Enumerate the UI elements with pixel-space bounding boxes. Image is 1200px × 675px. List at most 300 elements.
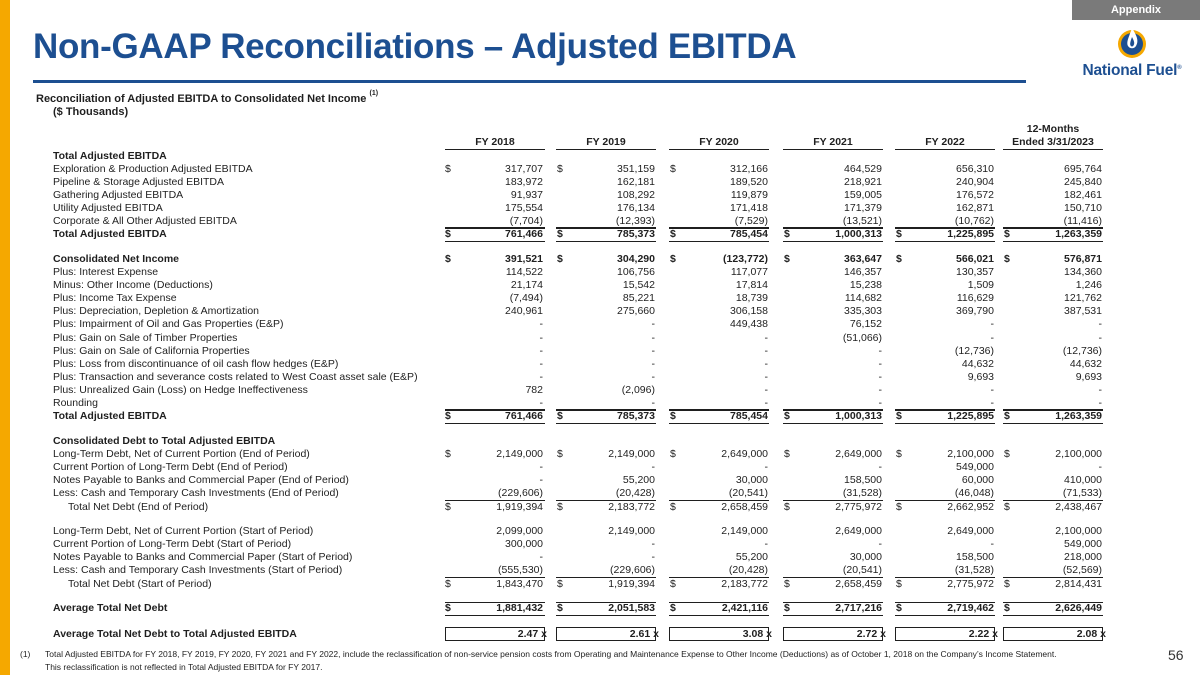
cell-value: 1,843,470 xyxy=(496,577,543,590)
cell-value: 2,149,000 xyxy=(608,525,655,538)
cell-value: 146,357 xyxy=(844,266,882,279)
total-underline xyxy=(556,423,656,424)
cell-value: - xyxy=(1098,461,1102,474)
cell-value: 275,660 xyxy=(617,305,655,318)
total-underline xyxy=(445,423,545,424)
cell-value: 2.61 x xyxy=(629,628,659,641)
ratio-box xyxy=(895,627,995,641)
table-row xyxy=(0,602,1200,615)
total-overline xyxy=(445,602,545,603)
table-row xyxy=(0,578,1200,591)
cell-value: - xyxy=(539,396,543,409)
cell-value: 2,658,459 xyxy=(835,577,882,590)
row-label: Plus: Depreciation, Depletion & Amortization xyxy=(53,305,260,318)
cell-value: (13,521) xyxy=(842,214,882,227)
cell-value: 2,649,000 xyxy=(721,448,768,461)
table-row xyxy=(0,305,1200,318)
table-row xyxy=(0,461,1200,474)
cell-value: - xyxy=(878,357,882,370)
cell-value: 130,357 xyxy=(956,266,994,279)
cell-value: 2,719,462 xyxy=(947,602,994,615)
cell-value: (10,762) xyxy=(954,214,994,227)
cell-value: 2,814,431 xyxy=(1055,577,1102,590)
subtitle-footnote-marker: (1) xyxy=(369,90,379,97)
total-overline xyxy=(783,409,883,410)
cell-value: - xyxy=(764,370,768,383)
cell-value: 1,919,394 xyxy=(608,577,655,590)
row-label: Exploration & Production Adjusted EBITDA xyxy=(53,162,253,175)
dollar-sign: $ xyxy=(1004,500,1010,513)
dollar-sign: $ xyxy=(670,227,676,240)
table-row xyxy=(0,525,1200,538)
table-row xyxy=(0,487,1200,500)
dollar-sign: $ xyxy=(445,227,451,240)
cell-value: 245,840 xyxy=(1064,175,1102,188)
cell-value: 76,152 xyxy=(849,318,882,331)
cell-value: - xyxy=(764,383,768,396)
cell-value: (7,704) xyxy=(509,214,543,227)
cell-value: (555,530) xyxy=(498,564,543,577)
cell-value: 2,051,583 xyxy=(608,602,655,615)
cell-value: - xyxy=(651,461,655,474)
total-underline xyxy=(1003,615,1103,616)
dollar-sign: $ xyxy=(445,500,451,513)
table-row xyxy=(0,474,1200,487)
table-row xyxy=(0,215,1200,228)
cell-value: - xyxy=(990,538,994,551)
cell-value: 317,707 xyxy=(505,162,543,175)
cell-value: - xyxy=(651,551,655,564)
cell-value: - xyxy=(990,331,994,344)
cell-value: - xyxy=(1098,396,1102,409)
table-row xyxy=(0,410,1200,423)
cell-value: 1,509 xyxy=(967,279,994,292)
cell-value: - xyxy=(764,357,768,370)
cell-value: 549,000 xyxy=(956,461,994,474)
cell-value: 2,649,000 xyxy=(835,448,882,461)
table-subtitle: Reconciliation of Adjusted EBITDA to Consolidated Net Income $^{(1)}$ xyxy=(36,90,379,105)
table-row xyxy=(0,628,1200,641)
cell-value: 576,871 xyxy=(1064,253,1102,266)
cell-value: 2.47 x xyxy=(517,628,547,641)
cell-value: 656,310 xyxy=(956,162,994,175)
cell-value: 785,454 xyxy=(730,409,768,422)
total-overline xyxy=(556,227,656,228)
dollar-sign: $ xyxy=(445,253,451,266)
row-label: Long-Term Debt, Net of Current Portion (End of Period) xyxy=(53,448,310,461)
cell-value: 55,200 xyxy=(735,551,768,564)
cell-value: 218,921 xyxy=(844,175,882,188)
cell-value: 391,521 xyxy=(505,253,543,266)
column-header-12-months-line2: Ended 3/31/2023 xyxy=(1012,136,1094,148)
row-label: Plus: Income Tax Expense xyxy=(53,292,177,305)
footnote-marker: (1) xyxy=(20,649,31,659)
row-label: Gathering Adjusted EBITDA xyxy=(53,188,184,201)
cell-value: 2,626,449 xyxy=(1055,602,1102,615)
cell-value: - xyxy=(651,357,655,370)
cell-value: 121,762 xyxy=(1064,292,1102,305)
cell-value: 2,100,000 xyxy=(1055,525,1102,538)
ratio-box xyxy=(556,627,656,641)
cell-value: 44,632 xyxy=(961,357,994,370)
row-label: Rounding xyxy=(53,396,98,409)
total-underline xyxy=(556,241,656,242)
cell-value: (2,096) xyxy=(621,383,655,396)
total-overline xyxy=(895,409,995,410)
cell-value: 85,221 xyxy=(622,292,655,305)
cell-value: 15,542 xyxy=(622,279,655,292)
total-overline xyxy=(445,227,545,228)
row-label: Plus: Gain on Sale of California Properties xyxy=(53,344,250,357)
cell-value: 134,360 xyxy=(1064,266,1102,279)
column-header-fy2020: FY 2020 xyxy=(699,136,739,148)
cell-value: 1,881,432 xyxy=(496,602,543,615)
dollar-sign: $ xyxy=(784,602,790,615)
ratio-box xyxy=(1003,627,1103,641)
cell-value: 2,183,772 xyxy=(721,577,768,590)
ratio-box xyxy=(669,627,769,641)
cell-value: (229,606) xyxy=(498,487,543,500)
total-underline xyxy=(783,615,883,616)
table-row xyxy=(0,384,1200,397)
national-fuel-logo xyxy=(1072,25,1192,90)
cell-value: - xyxy=(651,344,655,357)
dollar-sign: $ xyxy=(445,577,451,590)
cell-value: 176,572 xyxy=(956,188,994,201)
cell-value: 2,438,467 xyxy=(1055,500,1102,513)
cell-value: (31,528) xyxy=(954,564,994,577)
row-label: Notes Payable to Banks and Commercial Paper (End of Period) xyxy=(53,474,349,487)
cell-value: 162,871 xyxy=(956,201,994,214)
cell-value: 2,099,000 xyxy=(496,525,543,538)
total-overline xyxy=(445,409,545,410)
row-label: Average Total Net Debt xyxy=(53,602,168,615)
row-label: Notes Payable to Banks and Commercial Paper (Start of Period) xyxy=(53,551,353,564)
footnote-text-2: This reclassification is not reflected in Total Adjusted EBITDA for FY 2017. xyxy=(45,662,323,672)
cell-value: 549,000 xyxy=(1064,538,1102,551)
dollar-sign: $ xyxy=(896,409,902,422)
dollar-sign: $ xyxy=(1004,448,1010,461)
cell-value: 2,775,972 xyxy=(947,577,994,590)
table-row xyxy=(0,371,1200,384)
dollar-sign: $ xyxy=(445,602,451,615)
row-label: Consolidated Net Income xyxy=(53,253,180,266)
cell-value: - xyxy=(651,318,655,331)
dollar-sign: $ xyxy=(557,500,563,513)
cell-value: (20,428) xyxy=(615,487,655,500)
cell-value: (20,428) xyxy=(728,564,768,577)
cell-value: - xyxy=(764,331,768,344)
total-overline xyxy=(669,409,769,410)
cell-value: 119,879 xyxy=(730,188,768,201)
table-row xyxy=(0,189,1200,202)
table-row xyxy=(0,448,1200,461)
cell-value: (20,541) xyxy=(842,564,882,577)
cell-value: 55,200 xyxy=(622,474,655,487)
row-label: Plus: Impairment of Oil and Gas Properties (E&P) xyxy=(53,318,284,331)
row-label: Utility Adjusted EBITDA xyxy=(53,201,163,214)
cell-value: 2.22 x xyxy=(968,628,998,641)
cell-value: (229,606) xyxy=(610,564,655,577)
cell-value: (7,529) xyxy=(734,214,768,227)
cell-value: 158,500 xyxy=(844,474,882,487)
row-label: Consolidated Debt to Total Adjusted EBITDA xyxy=(53,435,276,448)
dollar-sign: $ xyxy=(1004,253,1010,266)
cell-value: (123,772) xyxy=(723,253,768,266)
dollar-sign: $ xyxy=(445,162,451,175)
table-row xyxy=(0,397,1200,410)
cell-value: (12,736) xyxy=(954,344,994,357)
row-label: Minus: Other Income (Deductions) xyxy=(53,279,213,292)
dollar-sign: $ xyxy=(784,448,790,461)
table-row xyxy=(0,501,1200,514)
total-overline xyxy=(556,602,656,603)
footnote-text: Total Adjusted EBITDA for FY 2018, FY 2019, FY 2020, FY 2021 and FY 2022, include the reclassification of non-service pension costs from Operating and Maintenance Expense to Other Income (Deductions) as of October 1, 2018 on the Company’s Income Statement. xyxy=(45,649,1057,659)
cell-value: 182,461 xyxy=(1064,188,1102,201)
cell-value: 363,647 xyxy=(844,253,882,266)
cell-value: 304,290 xyxy=(617,253,655,266)
flame-icon xyxy=(1117,25,1147,59)
table-row xyxy=(0,564,1200,577)
cell-value: 782 xyxy=(525,383,543,396)
dollar-sign: $ xyxy=(896,602,902,615)
row-label: Less: Cash and Temporary Cash Investments (Start of Period) xyxy=(53,564,343,577)
page-title: Non-GAAP Reconciliations – Adjusted EBITDA xyxy=(33,27,797,66)
cell-value: 2.72 x xyxy=(856,628,886,641)
cell-value: - xyxy=(878,370,882,383)
appendix-tab: Appendix xyxy=(1072,0,1200,20)
dollar-sign: $ xyxy=(670,602,676,615)
total-overline xyxy=(1003,227,1103,228)
cell-value: (11,416) xyxy=(1063,214,1102,227)
row-label: Current Portion of Long-Term Debt (Start of Period) xyxy=(53,538,292,551)
cell-value: - xyxy=(651,331,655,344)
dollar-sign: $ xyxy=(1004,602,1010,615)
cell-value: - xyxy=(539,331,543,344)
cell-value: 464,529 xyxy=(844,162,882,175)
cell-value: - xyxy=(539,551,543,564)
cell-value: 240,904 xyxy=(956,175,994,188)
cell-value: 761,466 xyxy=(505,409,543,422)
cell-value: - xyxy=(878,396,882,409)
cell-value: - xyxy=(1098,383,1102,396)
total-overline xyxy=(669,227,769,228)
total-underline xyxy=(783,423,883,424)
cell-value: 116,629 xyxy=(956,292,994,305)
cell-value: 159,005 xyxy=(844,188,882,201)
cell-value: 9,693 xyxy=(1075,370,1102,383)
row-label: Long-Term Debt, Net of Current Portion (Start of Period) xyxy=(53,525,314,538)
total-underline xyxy=(669,615,769,616)
column-header-12-months-line1: 12-Months xyxy=(1026,123,1080,135)
cell-value: 1,000,313 xyxy=(835,409,882,422)
total-underline xyxy=(445,615,545,616)
dollar-sign: $ xyxy=(896,500,902,513)
cell-value: - xyxy=(878,538,882,551)
cell-value: - xyxy=(878,344,882,357)
total-underline xyxy=(895,615,995,616)
cell-value: - xyxy=(651,396,655,409)
table-row xyxy=(0,332,1200,345)
row-label: Plus: Gain on Sale of Timber Properties xyxy=(53,331,238,344)
total-overline xyxy=(1003,602,1103,603)
column-header-fy2018: FY 2018 xyxy=(475,136,515,148)
cell-value: 2,183,772 xyxy=(608,500,655,513)
dollar-sign: $ xyxy=(896,253,902,266)
column-header-fy2022: FY 2022 xyxy=(925,136,965,148)
dollar-sign: $ xyxy=(670,500,676,513)
cell-value: 1,000,313 xyxy=(835,227,882,240)
dollar-sign: $ xyxy=(557,227,563,240)
cell-value: 3.08 x xyxy=(742,628,772,641)
row-label: Current Portion of Long-Term Debt (End of Period) xyxy=(53,461,288,474)
cell-value: 176,134 xyxy=(617,201,655,214)
cell-value: 2,421,116 xyxy=(721,602,768,615)
total-underline xyxy=(895,423,995,424)
cell-value: 9,693 xyxy=(967,370,994,383)
dollar-sign: $ xyxy=(670,577,676,590)
cell-value: (51,066) xyxy=(842,331,882,344)
cell-value: 114,522 xyxy=(505,266,543,279)
row-label: Less: Cash and Temporary Cash Investments (End of Period) xyxy=(53,487,339,500)
total-underline xyxy=(895,241,995,242)
dollar-sign: $ xyxy=(784,577,790,590)
table-row xyxy=(0,435,1200,448)
total-overline xyxy=(556,409,656,410)
cell-value: 171,418 xyxy=(730,201,768,214)
dollar-sign: $ xyxy=(670,409,676,422)
cell-value: 15,238 xyxy=(849,279,882,292)
dollar-sign: $ xyxy=(445,409,451,422)
cell-value: 312,166 xyxy=(730,162,768,175)
table-row xyxy=(0,318,1200,331)
table-row xyxy=(0,538,1200,551)
cell-value: 91,937 xyxy=(510,188,543,201)
cell-value: 761,466 xyxy=(505,227,543,240)
cell-value: 2,149,000 xyxy=(721,525,768,538)
total-underline xyxy=(669,241,769,242)
cell-value: 150,710 xyxy=(1064,201,1102,214)
cell-value: 2,775,972 xyxy=(835,500,882,513)
cell-value: 30,000 xyxy=(849,551,882,564)
cell-value: 300,000 xyxy=(505,538,543,551)
cell-value: 369,790 xyxy=(956,305,994,318)
row-label: Pipeline & Storage Adjusted EBITDA xyxy=(53,175,225,188)
dollar-sign: $ xyxy=(670,253,676,266)
cell-value: 117,077 xyxy=(730,266,768,279)
cell-value: 183,972 xyxy=(505,175,543,188)
total-underline xyxy=(556,615,656,616)
cell-value: 21,174 xyxy=(510,279,543,292)
dollar-sign: $ xyxy=(784,253,790,266)
cell-value: - xyxy=(1098,331,1102,344)
total-overline xyxy=(783,602,883,603)
cell-value: 2,149,000 xyxy=(608,448,655,461)
table-row xyxy=(0,176,1200,189)
cell-value: 44,632 xyxy=(1069,357,1102,370)
cell-value: 175,554 xyxy=(505,201,543,214)
cell-value: - xyxy=(651,538,655,551)
cell-value: 2,100,000 xyxy=(947,448,994,461)
cell-value: 785,373 xyxy=(617,227,655,240)
cell-value: 410,000 xyxy=(1064,474,1102,487)
total-overline xyxy=(895,227,995,228)
row-label: Plus: Loss from discontinuance of oil cash flow hedges (E&P) xyxy=(53,357,339,370)
dollar-sign: $ xyxy=(784,227,790,240)
cell-value: 171,379 xyxy=(844,201,882,214)
dollar-sign: $ xyxy=(1004,409,1010,422)
column-header-fy2021: FY 2021 xyxy=(813,136,853,148)
cell-value: - xyxy=(539,370,543,383)
cell-value: 2,100,000 xyxy=(1055,448,1102,461)
table-row xyxy=(0,358,1200,371)
total-overline xyxy=(895,602,995,603)
cell-value: (71,533) xyxy=(1062,487,1102,500)
row-label: Total Adjusted EBITDA xyxy=(53,149,167,162)
row-label: Average Total Net Debt to Total Adjusted EBITDA xyxy=(53,628,297,641)
table-row xyxy=(0,163,1200,176)
cell-value: 2,717,216 xyxy=(835,602,882,615)
column-header-fy2019: FY 2019 xyxy=(586,136,626,148)
cell-value: - xyxy=(990,383,994,396)
cell-value: 1,263,359 xyxy=(1055,227,1102,240)
row-label: Plus: Interest Expense xyxy=(53,266,159,279)
table-row xyxy=(0,228,1200,241)
table-row xyxy=(0,150,1200,163)
cell-value: 1,225,895 xyxy=(947,409,994,422)
dollar-sign: $ xyxy=(557,253,563,266)
dollar-sign: $ xyxy=(557,602,563,615)
cell-value: - xyxy=(878,383,882,396)
cell-value: 566,021 xyxy=(956,253,994,266)
cell-value: - xyxy=(764,461,768,474)
total-underline xyxy=(783,241,883,242)
cell-value: - xyxy=(990,318,994,331)
dollar-sign: $ xyxy=(670,162,676,175)
cell-value: 189,520 xyxy=(730,175,768,188)
dollar-sign: $ xyxy=(670,448,676,461)
dollar-sign: $ xyxy=(784,500,790,513)
cell-value: - xyxy=(539,344,543,357)
dollar-sign: $ xyxy=(557,448,563,461)
cell-value: 218,000 xyxy=(1064,551,1102,564)
row-label: Total Adjusted EBITDA xyxy=(53,409,167,422)
cell-value: - xyxy=(539,474,543,487)
cell-value: 17,814 xyxy=(735,279,768,292)
cell-value: 785,373 xyxy=(617,409,655,422)
cell-value: 158,500 xyxy=(956,551,994,564)
cell-value: 240,961 xyxy=(505,305,543,318)
cell-value: 1,246 xyxy=(1075,279,1102,292)
cell-value: 106,756 xyxy=(617,266,655,279)
total-overline xyxy=(783,227,883,228)
cell-value: - xyxy=(764,344,768,357)
row-label: Corporate & All Other Adjusted EBITDA xyxy=(53,214,237,227)
ratio-box xyxy=(783,627,883,641)
page-number: 56 xyxy=(1168,647,1184,663)
cell-value: - xyxy=(990,396,994,409)
cell-value: - xyxy=(878,461,882,474)
table-row xyxy=(0,202,1200,215)
table-row xyxy=(0,292,1200,305)
row-label: Plus: Unrealized Gain (Loss) on Hedge Ineffectiveness xyxy=(53,383,308,396)
dollar-sign: $ xyxy=(1004,577,1010,590)
row-label: Total Net Debt (Start of Period) xyxy=(68,577,212,590)
dollar-sign: $ xyxy=(445,448,451,461)
cell-value: (20,541) xyxy=(728,487,768,500)
cell-value: (12,393) xyxy=(615,214,655,227)
cell-value: (31,528) xyxy=(842,487,882,500)
